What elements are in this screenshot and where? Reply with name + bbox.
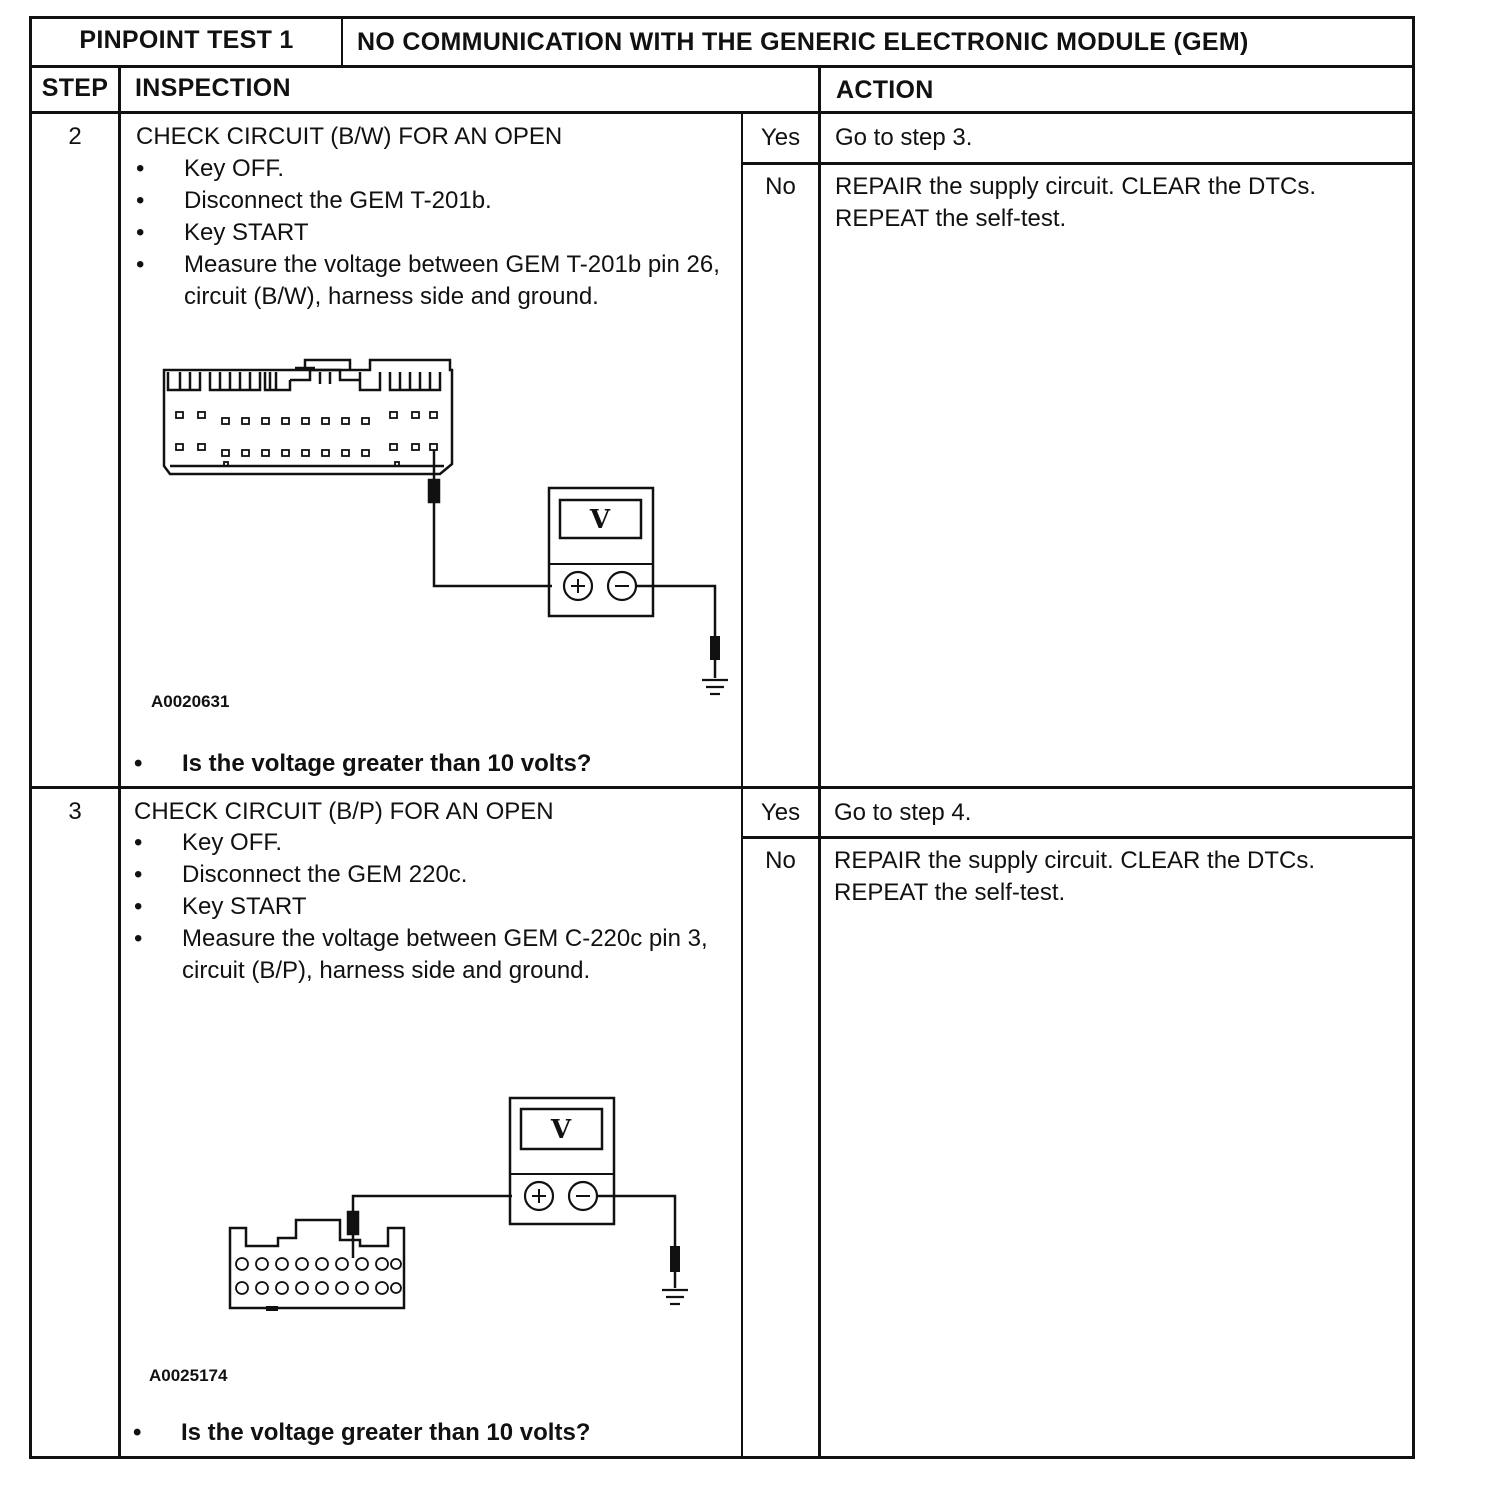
figure-id: A0020631	[151, 692, 230, 711]
step-heading: CHECK CIRCUIT (B/W) FOR AN OPEN	[136, 123, 563, 150]
no-action: REPAIR the supply circuit. CLEAR the DTCs. REPEAT the self-test.	[834, 847, 1316, 906]
column-header-inspection: INSPECTION	[135, 74, 291, 102]
instruction-item: • Disconnect the GEM 220c.	[134, 859, 734, 891]
question-list	[134, 748, 734, 780]
connector-voltmeter-diagram	[200, 1080, 720, 1340]
instruction-item: • Disconnect the GEM T-201b.	[136, 185, 736, 217]
page-title: NO COMMUNICATION WITH THE GENERIC ELECTRONIC MODULE (GEM)	[357, 28, 1249, 56]
instruction-item: • Key START	[134, 891, 734, 923]
yes-action: Go to step 3.	[835, 124, 973, 151]
column-header-action: ACTION	[836, 76, 934, 104]
ground-icon	[702, 680, 728, 694]
column-header-step: STEP	[41, 74, 109, 102]
ground-icon	[662, 1290, 688, 1304]
instruction-item: • Measure the voltage between GEM C-220c pin 3, circuit (B/P), harness side and ground.	[134, 923, 734, 987]
no-label: No	[765, 173, 796, 200]
no-label: No	[765, 847, 796, 874]
no-action: REPAIR the supply circuit. CLEAR the DTCs. REPEAT the self-test.	[835, 173, 1317, 232]
figure-id: A0025174	[149, 1366, 228, 1385]
test-label: PINPOINT TEST 1	[79, 26, 294, 54]
instruction-item: • Key OFF.	[134, 827, 734, 859]
connector-voltmeter-diagram	[140, 340, 740, 710]
meter-label: V	[550, 1115, 572, 1145]
yes-action: Go to step 4.	[834, 799, 972, 826]
instruction-item: • Measure the voltage between GEM T-201b pin 26, circuit (B/W), harness side and ground.	[136, 249, 736, 313]
yes-label: Yes	[760, 799, 801, 826]
step-number: 3	[68, 798, 82, 825]
instruction-list	[134, 827, 734, 987]
instruction-list	[136, 153, 736, 313]
instruction-item: • Key OFF.	[136, 153, 736, 185]
instruction-item: • Key START	[136, 217, 736, 249]
question: • Is the voltage greater than 10 volts?	[133, 1417, 733, 1449]
question: • Is the voltage greater than 10 volts?	[134, 748, 734, 780]
yes-label: Yes	[760, 124, 801, 151]
step-number: 2	[68, 123, 82, 150]
meter-label: V	[589, 505, 611, 535]
step-heading: CHECK CIRCUIT (B/P) FOR AN OPEN	[134, 798, 554, 825]
question-list	[133, 1417, 733, 1449]
